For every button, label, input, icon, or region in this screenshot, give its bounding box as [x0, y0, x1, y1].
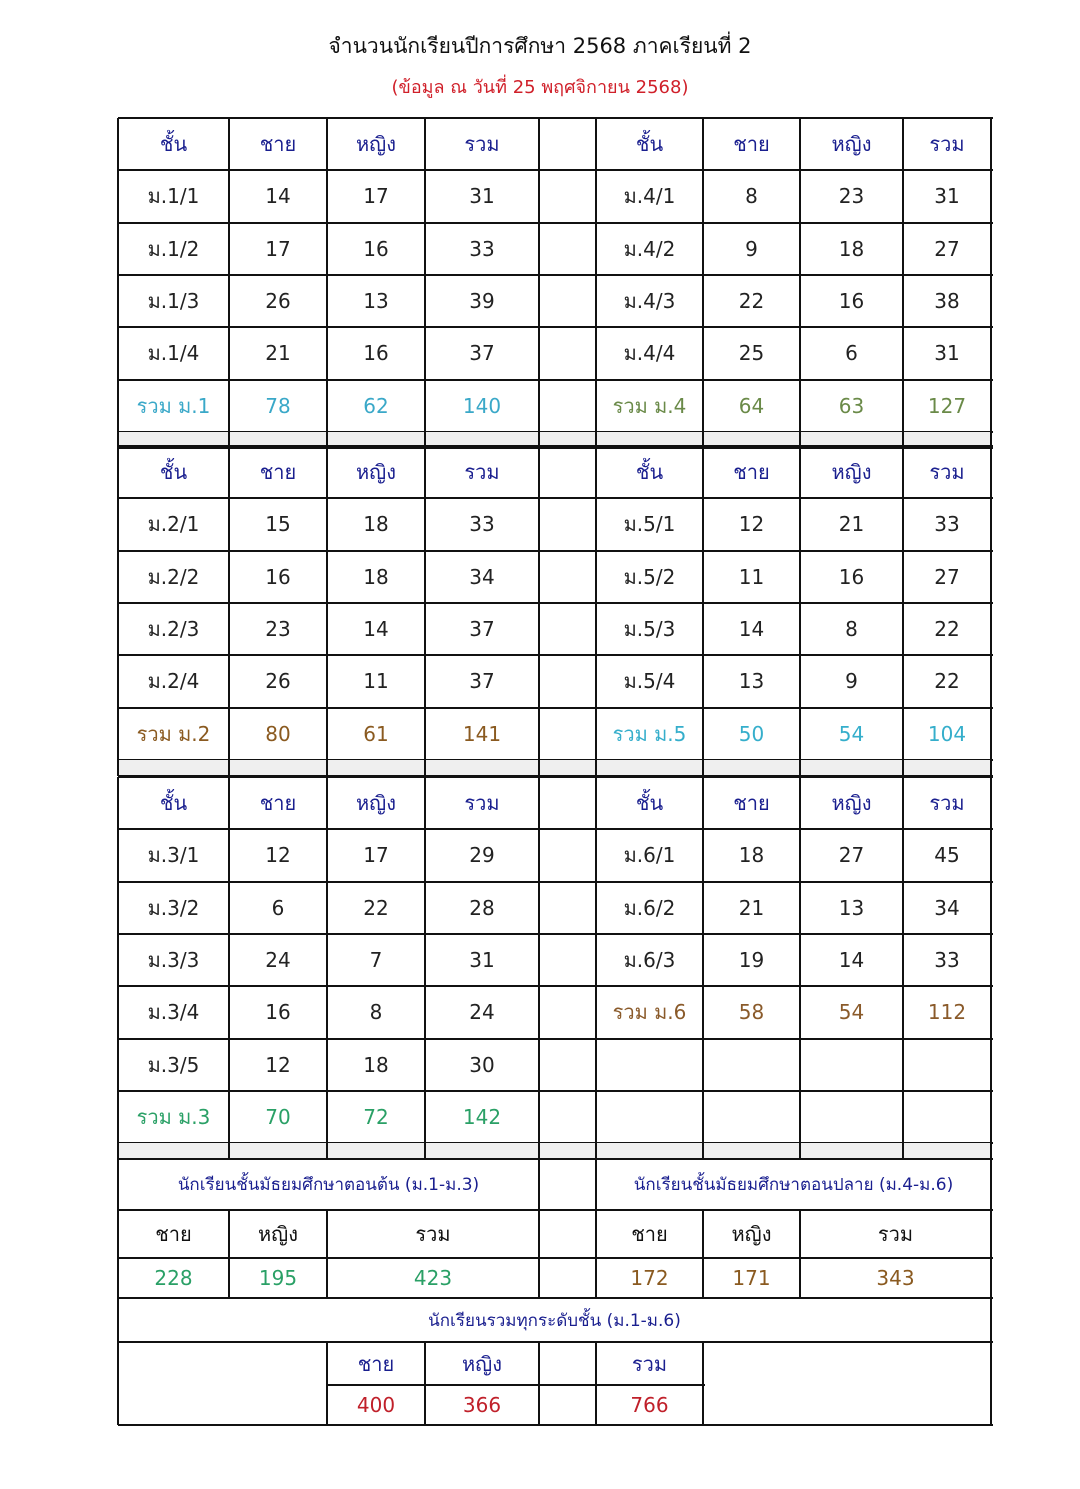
- female-count: 27: [838, 843, 865, 868]
- male-count: 11: [738, 564, 765, 589]
- header-total: รวม: [929, 460, 965, 485]
- total-count: 33: [469, 512, 495, 537]
- class-name: ม.3/1: [147, 843, 200, 868]
- grid-line: [118, 776, 993, 778]
- grid-line: [228, 1210, 230, 1298]
- summary-header-female: หญิง: [258, 1222, 298, 1246]
- grade-total-value: 112: [927, 1000, 967, 1025]
- grid-line: [118, 985, 993, 987]
- grid-line: [990, 118, 992, 448]
- total-count: 27: [934, 564, 960, 589]
- class-name: ม.4/4: [623, 341, 676, 366]
- grid-line: [595, 1158, 597, 1298]
- grid-line: [902, 446, 904, 776]
- grid-line: [118, 933, 993, 935]
- upper-grand-total: 343: [876, 1266, 915, 1290]
- class-name: ม.3/4: [147, 1000, 200, 1025]
- grid-line: [118, 654, 993, 656]
- grade-total-label: รวม ม.1: [136, 393, 211, 418]
- grid-line: [326, 118, 328, 448]
- male-count: 26: [265, 289, 291, 314]
- class-name: ม.5/1: [623, 512, 676, 537]
- male-count: 8: [745, 184, 758, 209]
- grid-line: [326, 777, 328, 1159]
- grid-line: [228, 446, 230, 776]
- total-count: 45: [934, 843, 960, 868]
- grade-total-value: 54: [838, 1000, 865, 1025]
- male-count: 14: [265, 184, 291, 209]
- grid-line: [118, 1257, 993, 1259]
- class-name: ม.2/3: [147, 617, 200, 642]
- header-male: ชาย: [733, 132, 770, 157]
- grid-line: [117, 777, 119, 1159]
- female-count: 23: [838, 184, 865, 209]
- total-count: 39: [469, 289, 495, 314]
- header-male: ชาย: [259, 132, 297, 157]
- lower-grand-total: 423: [413, 1266, 453, 1290]
- header-female: หญิง: [356, 460, 396, 485]
- male-count: 17: [265, 236, 291, 261]
- class-name: ม.2/1: [147, 512, 200, 537]
- grade-total-value: 70: [265, 1104, 291, 1129]
- grid-line: [228, 118, 230, 448]
- male-count: 15: [265, 512, 291, 537]
- female-count: 18: [363, 564, 389, 589]
- grid-line: [538, 777, 540, 1159]
- grid-line: [118, 1209, 993, 1211]
- grid-line: [595, 777, 597, 1159]
- female-count: 14: [838, 948, 865, 973]
- student-count-table: [118, 118, 992, 1426]
- header-female: หญิง: [356, 791, 396, 816]
- female-count: 9: [845, 669, 858, 694]
- female-count: 8: [369, 1000, 383, 1025]
- male-count: 24: [265, 948, 291, 973]
- grand-total: 766: [630, 1393, 669, 1417]
- total-count: 24: [469, 1000, 495, 1025]
- male-count: 21: [265, 341, 291, 366]
- header-total: รวม: [929, 791, 965, 816]
- grid-line: [990, 1158, 992, 1425]
- male-count: 12: [738, 512, 765, 537]
- lower-secondary-title: นักเรียนชั้นมัธยมศึกษาตอนต้น (ม.1-ม.3): [177, 1174, 480, 1195]
- header-total: รวม: [464, 132, 500, 157]
- lower-female-total: 195: [258, 1266, 298, 1290]
- summary-header-male: ชาย: [631, 1222, 668, 1246]
- class-name: ม.6/1: [623, 843, 676, 868]
- page-title: จำนวนนักเรียนปีการศึกษา 2568 ภาคเรียนที่ 2: [328, 34, 752, 58]
- female-count: 7: [369, 948, 383, 973]
- total-count: 33: [469, 236, 495, 261]
- female-count: 16: [838, 564, 865, 589]
- grid-line: [702, 118, 704, 448]
- lower-male-total: 228: [154, 1266, 193, 1290]
- male-count: 16: [265, 564, 291, 589]
- class-name: ม.3/2: [147, 895, 200, 920]
- grid-line: [702, 777, 704, 1159]
- grid-line: [118, 445, 993, 447]
- female-count: 16: [363, 341, 389, 366]
- header-male: ชาย: [259, 791, 297, 816]
- grid-line: [118, 707, 993, 709]
- header-class: ชั้น: [159, 460, 188, 485]
- grid-line: [538, 1158, 540, 1298]
- class-name: ม.5/4: [623, 669, 676, 694]
- grid-line: [117, 1158, 119, 1425]
- total-count: 31: [934, 341, 960, 366]
- header-class: ชั้น: [635, 460, 664, 485]
- grid-line: [702, 1210, 704, 1298]
- grade-total-label: รวม ม.5: [612, 721, 687, 746]
- grid-line: [990, 777, 992, 1159]
- male-count: 9: [745, 236, 758, 261]
- header-female: หญิง: [831, 460, 872, 485]
- female-count: 21: [838, 512, 865, 537]
- grid-line: [118, 1038, 993, 1040]
- female-count: 22: [363, 895, 389, 920]
- class-name: ม.3/3: [147, 948, 200, 973]
- class-name: ม.6/3: [623, 948, 676, 973]
- upper-secondary-title: นักเรียนชั้นมัธยมศึกษาตอนปลาย (ม.4-ม.6): [633, 1174, 954, 1195]
- grade-total-value: 80: [265, 721, 291, 746]
- male-count: 19: [738, 948, 765, 973]
- summary-header-total: รวม: [415, 1222, 451, 1246]
- grade-total-value: 104: [927, 721, 967, 746]
- total-count: 27: [934, 236, 960, 261]
- grid-line: [799, 446, 801, 776]
- grade-total-value: 63: [838, 393, 865, 418]
- class-name: ม.6/2: [623, 895, 676, 920]
- grid-line: [702, 1342, 704, 1425]
- male-count: 26: [265, 669, 291, 694]
- grid-line: [118, 881, 993, 883]
- grid-line: [595, 1342, 597, 1425]
- female-count: 17: [363, 843, 389, 868]
- grid-line: [118, 602, 993, 604]
- header-female: หญิง: [831, 132, 872, 157]
- female-count: 18: [838, 236, 865, 261]
- grid-line: [902, 118, 904, 448]
- female-count: 18: [363, 1052, 389, 1077]
- grade-total-value: 140: [462, 393, 502, 418]
- class-name: ม.4/3: [623, 289, 676, 314]
- class-name: ม.1/2: [147, 236, 200, 261]
- female-count: 17: [363, 184, 389, 209]
- header-total: รวม: [464, 460, 500, 485]
- grid-line: [424, 777, 426, 1159]
- male-count: 16: [265, 1000, 291, 1025]
- grade-total-value: 78: [265, 393, 291, 418]
- grade-total-value: 62: [363, 393, 389, 418]
- grade-total-label: รวม ม.2: [136, 721, 211, 746]
- grid-line: [118, 326, 993, 328]
- header-female: หญิง: [831, 791, 872, 816]
- grid-line: [118, 379, 993, 381]
- total-count: 30: [469, 1052, 495, 1077]
- total-count: 33: [934, 948, 960, 973]
- grade-total-value: 61: [363, 721, 389, 746]
- grid-line: [326, 1342, 328, 1425]
- class-name: ม.1/3: [147, 289, 200, 314]
- grade-total-label: รวม ม.6: [612, 1000, 687, 1025]
- grid-line: [702, 446, 704, 776]
- total-count: 29: [469, 843, 495, 868]
- total-count: 22: [934, 669, 960, 694]
- all-grades-title: นักเรียนรวมทุกระดับชั้น (ม.1-ม.6): [428, 1310, 681, 1331]
- female-count: 16: [838, 289, 865, 314]
- female-count: 11: [363, 669, 389, 694]
- class-name: ม.4/1: [623, 184, 676, 209]
- total-count: 33: [934, 512, 960, 537]
- header-class: ชั้น: [159, 791, 188, 816]
- grid-line: [118, 1297, 993, 1299]
- grid-line: [118, 117, 993, 119]
- grand-header-female: หญิง: [462, 1351, 502, 1376]
- grid-line: [117, 118, 119, 448]
- male-count: 14: [738, 617, 765, 642]
- header-class: ชั้น: [635, 791, 664, 816]
- male-count: 12: [265, 1052, 291, 1077]
- upper-female-total: 171: [732, 1266, 771, 1290]
- summary-header-total: รวม: [877, 1222, 914, 1246]
- total-count: 34: [469, 564, 495, 589]
- grid-line: [902, 777, 904, 1159]
- upper-male-total: 172: [630, 1266, 669, 1290]
- header-female: หญิง: [356, 132, 396, 157]
- header-male: ชาย: [733, 460, 770, 485]
- female-count: 14: [363, 617, 389, 642]
- grand-header-total: รวม: [631, 1351, 668, 1376]
- total-count: 31: [469, 184, 495, 209]
- total-count: 37: [469, 341, 495, 366]
- grade-total-value: 50: [738, 721, 765, 746]
- female-count: 18: [363, 512, 389, 537]
- grid-line: [327, 1384, 705, 1386]
- grid-line: [538, 446, 540, 776]
- total-count: 37: [469, 617, 495, 642]
- female-count: 16: [363, 236, 389, 261]
- grand-header-male: ชาย: [357, 1351, 395, 1376]
- grid-line: [326, 1210, 328, 1298]
- class-name: ม.2/4: [147, 669, 200, 694]
- grid-line: [990, 446, 992, 776]
- male-count: 13: [738, 669, 765, 694]
- grid-line: [799, 1210, 801, 1298]
- class-name: ม.3/5: [147, 1052, 200, 1077]
- grade-total-value: 58: [738, 1000, 765, 1025]
- female-count: 8: [845, 617, 858, 642]
- male-count: 23: [265, 617, 291, 642]
- male-count: 12: [265, 843, 291, 868]
- header-class: ชั้น: [635, 132, 664, 157]
- separator-band: [118, 1143, 991, 1159]
- grid-line: [595, 118, 597, 448]
- class-name: ม.5/2: [623, 564, 676, 589]
- class-name: ม.4/2: [623, 236, 676, 261]
- grid-line: [118, 550, 993, 552]
- total-count: 34: [934, 895, 960, 920]
- total-count: 31: [934, 184, 960, 209]
- header-male: ชาย: [733, 791, 770, 816]
- grid-line: [118, 274, 993, 276]
- header-male: ชาย: [259, 460, 297, 485]
- grade-total-value: 127: [927, 393, 967, 418]
- summary-header-male: ชาย: [155, 1222, 192, 1246]
- grid-line: [595, 446, 597, 776]
- grid-line: [118, 1424, 993, 1426]
- page-subtitle: (ข้อมูล ณ วันที่ 25 พฤศจิกายน 2568): [391, 77, 689, 98]
- male-count: 22: [738, 289, 765, 314]
- male-count: 6: [271, 895, 285, 920]
- grade-total-value: 64: [738, 393, 765, 418]
- total-count: 22: [934, 617, 960, 642]
- grid-line: [118, 1090, 993, 1092]
- grid-line: [424, 118, 426, 448]
- total-count: 38: [934, 289, 960, 314]
- female-count: 13: [838, 895, 865, 920]
- grade-total-value: 141: [462, 721, 502, 746]
- grade-total-value: 72: [363, 1104, 389, 1129]
- grid-line: [118, 1341, 993, 1343]
- male-count: 18: [738, 843, 765, 868]
- header-total: รวม: [464, 791, 500, 816]
- grade-total-value: 54: [838, 721, 865, 746]
- class-name: ม.2/2: [147, 564, 200, 589]
- grid-line: [424, 446, 426, 776]
- grid-line: [117, 446, 119, 776]
- class-name: ม.1/4: [147, 341, 200, 366]
- grid-line: [118, 222, 993, 224]
- male-count: 21: [738, 895, 765, 920]
- grand-female-total: 366: [462, 1393, 502, 1417]
- grid-line: [228, 777, 230, 1159]
- female-count: 6: [845, 341, 858, 366]
- class-name: ม.5/3: [623, 617, 676, 642]
- total-count: 37: [469, 669, 495, 694]
- grade-total-value: 142: [462, 1104, 502, 1129]
- grade-total-label: รวม ม.4: [612, 393, 687, 418]
- header-class: ชั้น: [159, 132, 188, 157]
- summary-header-female: หญิง: [731, 1222, 772, 1246]
- separator-band: [118, 760, 991, 776]
- grade-total-label: รวม ม.3: [136, 1104, 211, 1129]
- grid-line: [538, 1342, 540, 1425]
- grid-line: [799, 777, 801, 1159]
- total-count: 28: [469, 895, 495, 920]
- female-count: 13: [363, 289, 389, 314]
- grid-line: [326, 446, 328, 776]
- male-count: 25: [738, 341, 765, 366]
- grid-line: [424, 1342, 426, 1425]
- grand-male-total: 400: [356, 1393, 396, 1417]
- grid-line: [538, 118, 540, 448]
- header-total: รวม: [929, 132, 965, 157]
- total-count: 31: [469, 948, 495, 973]
- class-name: ม.1/1: [147, 184, 200, 209]
- grid-line: [799, 118, 801, 448]
